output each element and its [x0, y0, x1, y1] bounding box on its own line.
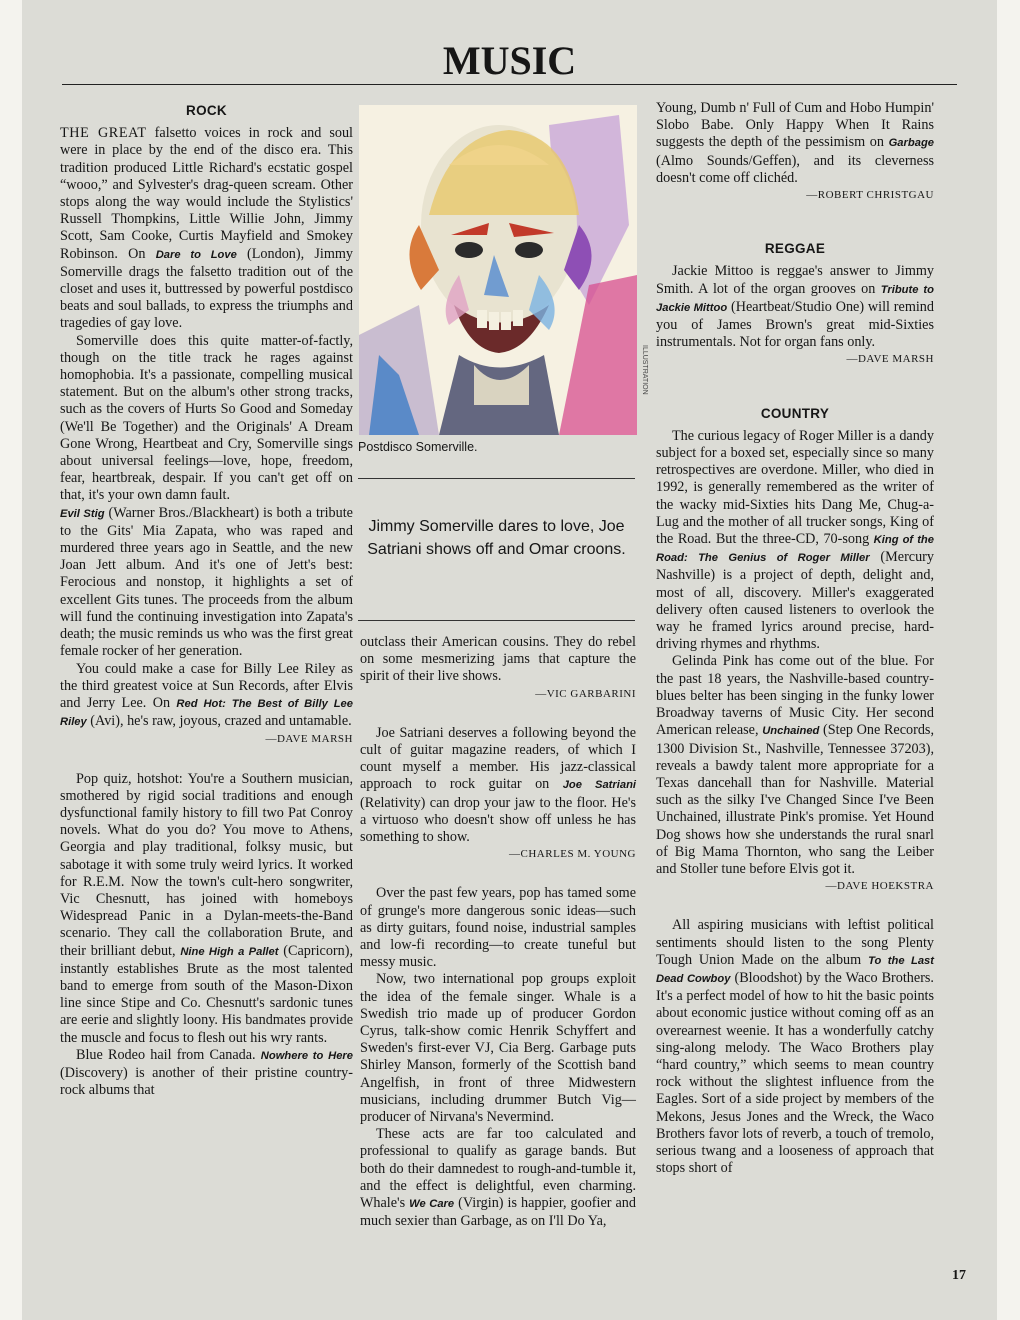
page-title: MUSIC: [62, 38, 957, 85]
album-title: Evil Stig: [60, 507, 105, 520]
text: (Virgin) is happier, goofier and much sexier than Garbage, as on I'll Do Ya,: [360, 1195, 636, 1230]
text: (Almo Sounds/Geffen), and its cleverness doesn't come off clichéd.: [656, 152, 934, 186]
album-title: Red Hot: The Best of Billy Lee Riley: [60, 697, 353, 729]
text: (Mercury Nashville) is a project of depth, delight and, most of all, discovery. Miller's exaggerated delivery often caused listeners to overlook the way he framed lyrics around precise, hard-driving rhymes and rhythms.: [656, 549, 934, 653]
column-left: [60, 100, 353, 1099]
byline: —DAVE HOEKSTRA: [825, 880, 934, 893]
column-right: [656, 100, 934, 1177]
album-title: Unchained: [762, 725, 820, 738]
pull-quote: Jimmy Somerville dares to love, Joe Satriani shows off and Omar croons.: [367, 518, 626, 558]
text: (Avi), he's raw, joyous, crazed and untamable.: [86, 713, 352, 730]
text: Blue Rodeo hail from Canada.: [76, 1046, 261, 1063]
text: (Relativity) can drop your jaw to the floor. He's a virtuoso who doesn't show off unless he has something to show.: [360, 794, 636, 846]
paragraph: Over the past few years, pop has tamed some of grunge's more dangerous sonic ideas—such as dirty guitars, found noise, industrial samples and low-fi recording—to create tuneful but messy music.: [360, 885, 636, 971]
paragraph: [60, 771, 353, 1047]
album-title: To the Last Dead Cowboy: [656, 954, 934, 985]
paragraph: [656, 428, 934, 654]
text: (Heartbeat/Studio One) will remind you of James Brown's great mid-Sixties instrumentals. Not for organ fans only.: [656, 298, 934, 351]
text: Gelinda Pink has come out of the blue. For the past 18 years, the Nashville-based country-blues belter has been singing in the funky lower Broadway taverns of Music City. Her second American release,: [656, 653, 934, 739]
figure-caption: Postdisco Somerville.: [358, 440, 478, 454]
paragraph: Somerville does this quite matter-of-factly, though on the title track he rages against homophobia. It's a passionate, compelling musical statement. But on the album's other strong tracks, such as the covers of Hurts So Good and Someday (We'll Be Together) and the Originals' A Dream Gone Wrong, Heartbeat and Cry, Somerville sings about universal feelings—love, hope, freedom, fear, heartbreak, despair. If you can't get off on that, it's your own damn fault.: [60, 332, 353, 504]
byline: —DAVE MARSH: [265, 733, 353, 746]
paragraph: [60, 125, 353, 332]
paragraph: outclass their American cousins. They do rebel on some mesmerizing jams that capture the spirit of their live shows.: [360, 634, 636, 685]
text: (London), Jimmy Somerville drags the falsetto tradition out of the closet and uses it, buttressed by powerful postdisco beats and soul ballads, to express the triumphs and tragedies of gay love.: [60, 245, 354, 332]
text: (Capricorn), instantly establishes Brute as the most talented band to emerge from south of the Mason-Dixon line since Stipe and Co. Chesnutt's sardonic tunes are eerie and slightly loony. His bandmates provide the muscle and focus to flesh out his wry rants.: [60, 942, 353, 1046]
text: Jackie Mittoo is reggae's answer to Jimmy Smith. A lot of the organ grooves on: [656, 263, 934, 297]
caricature-illustration: [359, 105, 637, 435]
lead-in: THE GREAT: [60, 125, 147, 142]
text: (Discovery) is another of their pristine country-rock albums that: [60, 1064, 353, 1099]
paragraph: [656, 653, 934, 878]
divider-top: [358, 478, 635, 479]
album-title: King of the Road: The Genius of Roger Miller: [656, 534, 934, 565]
text: Pop quiz, hotshot: You're a Southern musician, smothered by rigid social traditions and enough dysfunctional family history to fill two Pat Conroy novels. What do you do? You move to Athens, Georgia and play traditional, folksy music, but sabotage it with some truly weird lyrics. It worked for R.E.M. Now the town's cult-hero songwriter, Vic Chesnutt, has joined with homeboys Widespread Panic in a Dylan-meets-the-Band scenario. They call the collaboration Brute, and their brilliant debut,: [60, 770, 353, 959]
paragraph: [360, 725, 636, 846]
text: (Bloodshot) by the Waco Brothers. It's a perfect model of how to hit the basic points about economic justice without coming off as an overearnest weenie. It has a wonderfully catchy sing-along melody. The Waco Brothers play “hard country,” which seems to mean country rock without the slightest influence from the Eagles. Sort of a side project by members of the Mekons, Jesus Jones and the Wreck, the Waco Brothers favor lots of reverb, a touch of tremolo, serious twang and a looseness of approach that stops short of: [656, 969, 934, 1177]
paragraph: [656, 100, 934, 187]
byline: —DAVE MARSH: [846, 353, 934, 366]
text: falsetto voices in rock and soul were in place by the end of the disco era. This tradition produced Little Richard's ecstatic gospel “wooo,” and Sylvester's drag-queen scream. Other stops along the way would include the Stylistics' Russell Thompkins, Little Willie John, Jimmy Scott, Sam Cooke, Curtis Mayfield and Smokey Robinson. On: [60, 125, 353, 262]
byline: —ROBERT CHRISTGAU: [806, 189, 934, 202]
illustration: [359, 105, 637, 435]
paragraph: [656, 263, 934, 351]
paragraph: [60, 1047, 353, 1100]
album-title: We Care: [409, 1198, 455, 1211]
byline: —CHARLES M. YOUNG: [509, 848, 636, 861]
text: (Step One Records, 1300 Division St., Nashville, Tennessee 37203), reveals a bawdy talent more appropriate for a Texas dancehall than for Nashville. Material such as the silky I've Changed Since I've Been Unchained, illustrate Pink's promise. Yet Hound Dog shows how she understands the rural snarl of Big Mama Thornton, who sang the Leiber and Stoller tune before Elvis got it.: [656, 722, 934, 877]
text: You could make a case for Billy Lee Riley as the third greatest voice at Sun Records, after Elvis and Jerry Lee. On: [60, 660, 353, 711]
paragraph: [60, 505, 353, 661]
byline: —VIC GARBARINI: [535, 687, 636, 700]
album-title: Dare to Love: [155, 248, 237, 261]
text: These acts are far too calculated and professional to qualify as garage bands. But both do their damnedest to rough-and-tumble it, and the effect is delightful, even charming. Whale's: [360, 1126, 636, 1212]
paragraph: [360, 1126, 636, 1230]
album-title: Nine High a Pallet: [180, 945, 279, 958]
paragraph: Now, two international pop groups exploit the idea of the female singer. Whale is a Swedish trio made up of producer Gordon Cyrus, talk-show comic Henrik Schyffert and Sweden's first-ever VJ, Cia Berg. Garbage puts Shirley Manson, formerly of the Scottish band Angelfish, in front of three Midwestern musicians, including drummer Butch Vig—producer of Nirvana's Nevermind.: [360, 971, 636, 1126]
text: (Warner Bros./Blackheart) is both a tribute to the Gits' Mia Zapata, who was raped and murdered three years ago in Seattle, and the new Joan Jett album. And it's one of Jett's best: Ferocious and nonstop, it highlights a set of excellent Gits tunes. The proceeds from the album will fund the continuing investigation into Zapata's death; the music reminds us who was the first great female rocker of her generation.: [60, 504, 353, 660]
section-heading-country: COUNTRY: [760, 405, 830, 421]
illustration-credit: ILLUSTRATION: [641, 345, 648, 395]
album-title: Tribute to Jackie Mittoo: [656, 283, 934, 314]
section-heading-reggae: REGGAE: [764, 241, 826, 257]
divider-bottom: [358, 620, 635, 621]
section-heading-rock: ROCK: [186, 103, 227, 118]
paragraph: [656, 917, 934, 1177]
text: The curious legacy of Roger Miller is a dandy subject for a boxed set, especially since so many retrospectives are overdone. Miller, who died in 1992, is generally remembered as the writer of the wacky mid-Sixties hits Dang Me, Chug-a-Lug and the mother of all trucker songs, King of the Road. But the three-CD, 70-song: [656, 427, 934, 548]
album-title: Nowhere to Here: [260, 1049, 354, 1062]
text: Young, Dumb n' Full of Cum and Hobo Humpin' Slobo Babe. Only Happy When It Rains suggests the depth of the pessimism on: [656, 100, 934, 151]
paragraph: [60, 661, 353, 732]
page-number: 17: [952, 1268, 966, 1283]
magazine-page: [22, 0, 997, 1320]
album-title: Garbage: [888, 137, 934, 150]
column-middle: [360, 634, 636, 1231]
album-title: Joe Satriani: [562, 779, 637, 792]
text: Joe Satriani deserves a following beyond the cult of guitar magazine readers, of which I count myself a member. His jazz-classical approach to rock guitar on: [360, 724, 636, 793]
text: All aspiring musicians with leftist political sentiments should listen to the song Plenty Tough Union Made on the album: [656, 917, 934, 968]
